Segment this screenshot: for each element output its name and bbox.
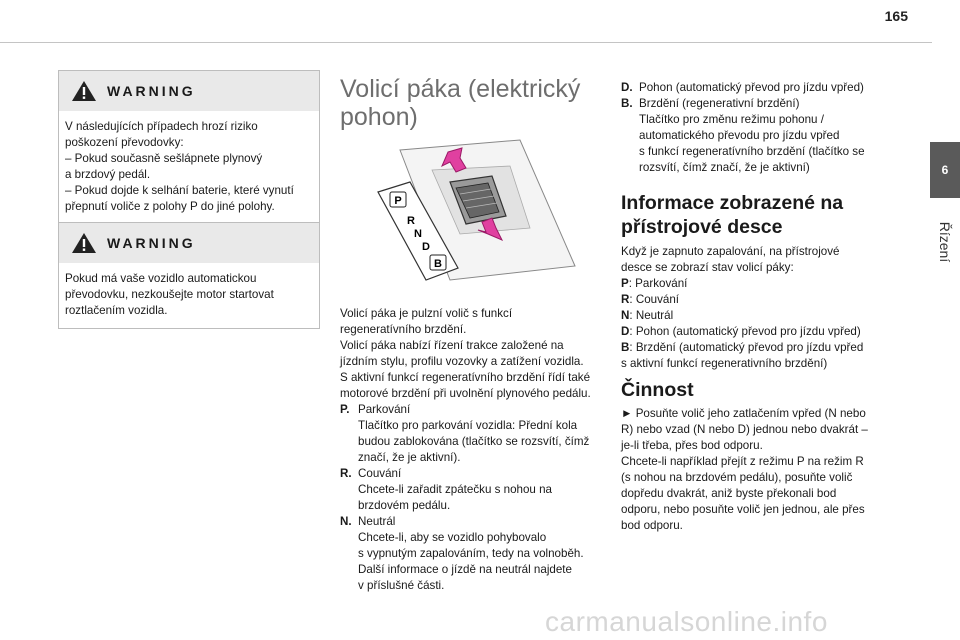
chapter-number: 6 [941,163,949,177]
chapter-tab[interactable] [930,142,960,198]
watermark: carmanualsonline.info [545,606,828,637]
svg-text:B: B [434,258,442,270]
warning-header [59,223,319,263]
dashboard-state: D: Pohon (automatický převod pro jízdu vpřed) [621,325,861,338]
warning-line: přepnutí voliče z polohy P do jiné polohy. [65,200,275,213]
page-number: 165 [884,8,908,24]
warning-line: – Pokud dojde k selhání baterie, které vynutí [65,184,294,197]
dashboard-section: Informace zobrazené na přístrojové desce Když je zapnuto zapalování, na přístrojové desce se zobrazí stav volicí páky: P: Parkování R: Couvání N: Neutrál D: Pohon (automatický převod pro jízdu vpřed) B: Brzdění (automatický převod pro jízdu vpřed s aktivní funkcí regenerativního brzdění) [621,191,883,372]
dashboard-heading: Informace zobrazené na [621,192,844,214]
gear-letter [430,255,446,270]
gear-letter: R [407,215,415,227]
warning-line: a brzdový pedál. [65,168,151,181]
gear-letter: N [414,228,422,240]
header-rule [0,42,932,43]
gear-letter [390,192,406,207]
warning-line: Pokud má vaše vozidlo automatickou [65,272,257,285]
svg-text:P: P [394,195,402,207]
warning-title: WARNING [107,235,196,251]
warning-icon [71,232,97,254]
warning-icon [71,80,97,102]
operation-section: Činnost ► Posuňte volič jeho zatlačením vpřed (N nebo R) nebo vzad (N nebo D) jednou nebo dvakrát – je-li třeba, přes bod odporu. Chcete-li například přejít z režimu P na režim R (s nohou na brzdovém pedálu), posuňte volič dopředu dvakrát, aniž byste překonali bod odporu, nebo posuňte volič jen jednou, ale přes bod odporu. [621,378,883,534]
position-b: B. Brzdění (regenerativní brzdění) Tlačítko pro změnu režimu pohonu / automatického převodu pro jízdu vpřed s funkcí regeneratívního brzdění (tlačítko se rozsvítí, čímž značí, že je aktivní) [621,97,865,174]
section-title: Volicí páka (elektrický pohon) [340,75,581,131]
chapter-title: Řízení [937,221,953,263]
dashboard-state: B: Brzdění (automatický převod pro jízdu vpřed [621,341,864,354]
positions-continued [621,80,883,176]
operation-heading: Činnost [621,379,694,401]
dashboard-state: P: Parkování [621,277,688,290]
warning-header [59,71,319,111]
position-n: N. Neutrál Chcete-li, aby se vozidlo pohybovalo s vypnutým zapalováním, tedy na volnoběh. Další informace o jízdě na neutrál najdete v příslušné části. [340,515,584,592]
warning-line: V následujících případech hrozí riziko [65,120,258,133]
warning-box-2 [58,222,320,329]
warning-box-1 [58,70,320,225]
warning-line: – Pokud současně sešlápnete plynový [65,152,263,165]
gear-selector-illustration [370,138,590,288]
warning-line: roztlačením vozidla. [65,304,168,317]
position-d: D. Pohon (automatický převod pro jízdu vpřed) [621,81,864,94]
position-p: P. Parkování Tlačítko pro parkování vozidla: Přední kola budou zablokována (tlačítko se rozsvítí, čímž značí, že je aktivní). [340,403,590,464]
warning-line: převodovku, nezkoušejte motor startovat [65,288,274,301]
dashboard-state: N: Neutrál [621,309,674,322]
position-r: R. Couvání Chcete-li zařadit zpátečku s nohou na brzdovém pedálu. [340,467,552,512]
warning-text [59,263,319,328]
gear-letter: D [422,241,430,253]
warning-text [59,111,319,224]
dashboard-state: R: Couvání [621,293,679,306]
selector-description: Volicí páka je pulzní volič s funkcí regeneratívního brzdění. Volicí páka nabízí řízení trakce založené na jízdním stylu, profilu vozovky a zatížení vozidla. S aktivní funkcí regeneratívního brzdění řídí také motorové brzdění při uvolnění plynového pedálu. P. Parkování Tlačítko pro parkování vozidla: Přední kola budou zablokována (tlačítko se rozsvítí, čímž značí, že je aktivní). R. Couvání Chcete-li zařadit zpátečku s nohou na brzdovém pedálu. N. Neutrál Chcete-li, aby se vozidlo pohybovalo s vypnutým zapalováním, tedy na volnoběh. Další informace o jízdě na neutrál najdete v příslušné části. [340,306,602,594]
warning-line: poškození převodovky: [65,136,184,149]
warning-title: WARNING [107,83,196,99]
